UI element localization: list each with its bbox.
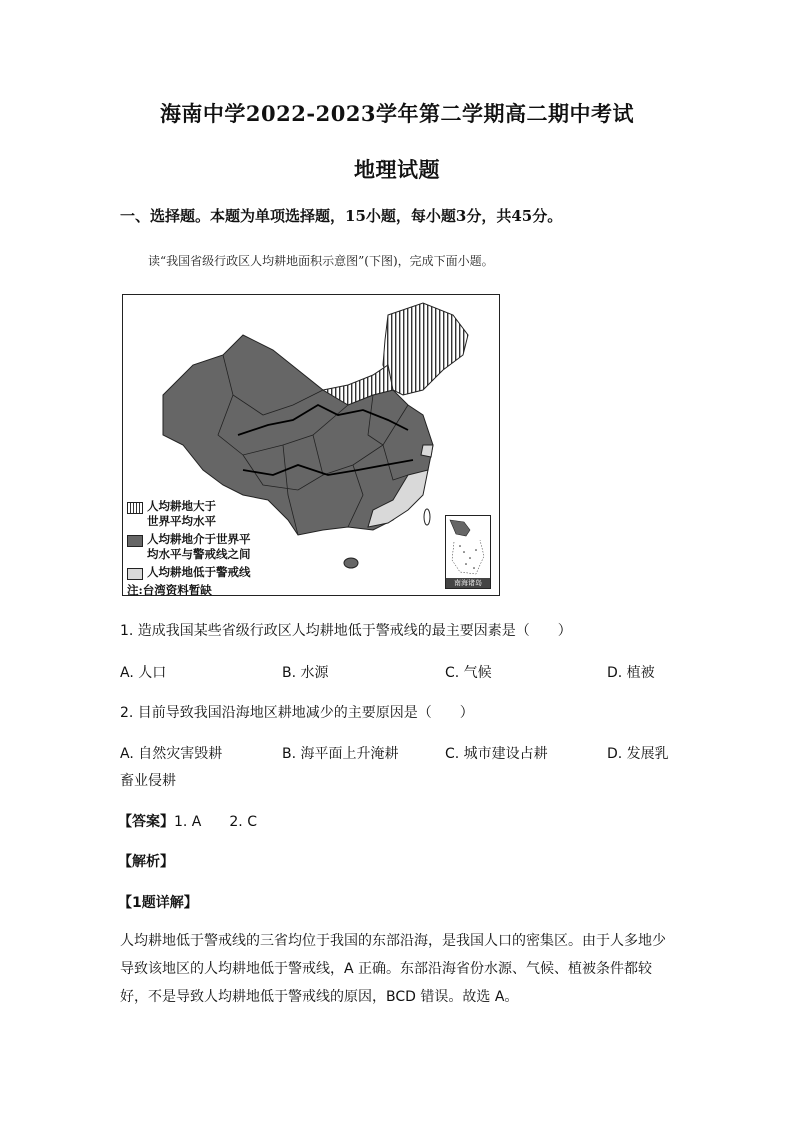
q2-option-a[interactable]: A. 自然灾害毁耕 [120, 746, 223, 762]
legend-label-light: 人均耕地低于警戒线 [147, 565, 251, 579]
q2-option-b[interactable]: B. 海平面上升淹耕 [282, 746, 399, 762]
detail-label: 【1题详解】 [118, 895, 198, 911]
question-1-stem: 1. 造成我国某些省级行政区人均耕地低于警戒线的最主要因素是（ ） [120, 623, 572, 639]
answer-value: 1. A 2. C [174, 814, 257, 830]
legend-item-dark [127, 532, 287, 562]
answer-line [118, 811, 257, 831]
south-china-sea-inset [445, 515, 491, 589]
answer-label: 【答案】 [118, 814, 174, 830]
legend-label-hatched-line1: 人均耕地大于 [147, 499, 216, 513]
explanation-line-3: 好，不是导致人均耕地低于警戒线的原因，BCD 错误。故选 A。 [120, 989, 519, 1005]
question-intro: 读“我国省级行政区人均耕地面积示意图”(下图)，完成下面小题。 [148, 254, 494, 268]
q2-option-d[interactable]: D. 发展乳 [607, 746, 669, 762]
explanation-line-2: 导致该地区的人均耕地低于警戒线，A 正确。东部沿海省份水源、气候、植被条件都较 [120, 961, 653, 977]
legend-label-dark-line1: 人均耕地介于世界平 [147, 532, 251, 546]
legend-swatch-dark [127, 535, 143, 547]
q1-option-c[interactable]: C. 气候 [445, 665, 492, 681]
legend-item-light [127, 565, 287, 580]
exam-subtitle: 地理试题 [354, 157, 440, 182]
q1-option-a[interactable]: A. 人口 [120, 665, 167, 681]
map-region-hainan [344, 558, 358, 568]
legend-label-hatched-line2: 世界平均水平 [147, 514, 216, 528]
map-legend [127, 499, 287, 596]
q2-option-d-wrap: 畜业侵耕 [120, 773, 176, 789]
legend-note: 注:台湾资料暂缺 [127, 583, 212, 596]
china-farmland-map [122, 294, 500, 596]
inset-label: 南海诸岛 [446, 578, 490, 588]
legend-label-dark-line2: 均水平与警戒线之间 [147, 547, 251, 561]
section-heading: 一、选择题。本题为单项选择题，15小题，每小题3分，共45分。 [120, 207, 563, 225]
q1-option-d[interactable]: D. 植被 [607, 665, 655, 681]
explanation-line-1: 人均耕地低于警戒线的三省均位于我国的东部沿海，是我国人口的密集区。由于人多地少 [120, 933, 666, 949]
map-region-light-shanghai [421, 445, 433, 457]
question-2-stem: 2. 目前导致我国沿海地区耕地减少的主要原因是（ ） [120, 705, 474, 721]
explanation-paragraph [120, 927, 680, 1011]
map-region-hatched-northeast [383, 303, 468, 395]
inset-graphic [446, 516, 490, 578]
legend-swatch-light [127, 568, 143, 580]
q2-option-c[interactable]: C. 城市建设占耕 [445, 746, 548, 762]
legend-swatch-hatched [127, 502, 143, 514]
q1-option-b[interactable]: B. 水源 [282, 665, 329, 681]
map-region-taiwan [424, 509, 430, 525]
exam-title: 海南中学2022-2023学年第二学期高二期中考试 [159, 101, 635, 126]
analysis-label: 【解析】 [118, 854, 174, 870]
legend-item-hatched [127, 499, 287, 529]
